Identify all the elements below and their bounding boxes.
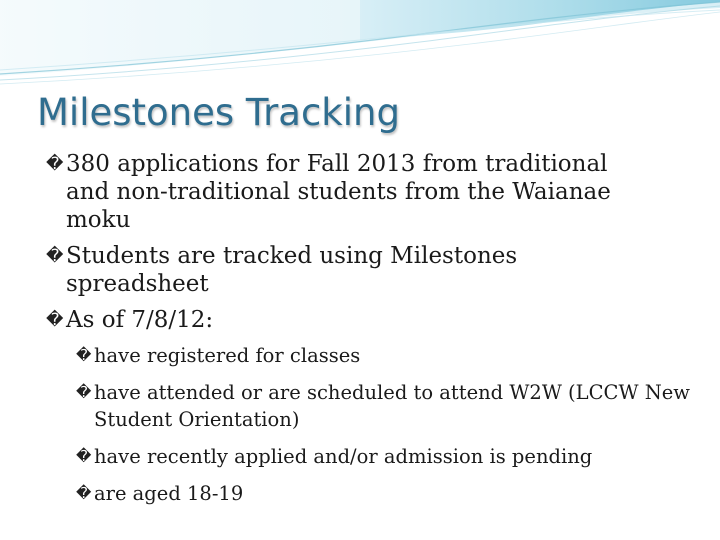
sub-bullet-item [0, 480, 690, 507]
sub-bullet-item [0, 379, 690, 433]
bullet-glyph-icon: � [76, 346, 92, 364]
bullet-text: 380 applications for Fall 2013 from traditional and non-traditional students from the Waianae moku [66, 151, 611, 233]
bullet-glyph-icon: � [76, 484, 92, 502]
sub-bullet-text: have registered for classes [94, 344, 361, 367]
slide-title: Milestones Tracking [37, 91, 400, 134]
slide-body [0, 150, 720, 507]
sub-bullet-text: are aged 18-19 [94, 482, 244, 505]
sub-bullet-text: have attended or are scheduled to attend W2W (LCCW New Student Orientation) [94, 381, 690, 431]
bullet-item [0, 306, 620, 334]
bullet-glyph-icon: � [76, 383, 92, 401]
sub-bullet-list [0, 342, 720, 507]
bullet-glyph-icon: � [46, 154, 64, 174]
wave-decoration [0, 0, 720, 90]
bullet-text: As of 7/8/12: [66, 307, 214, 333]
sub-bullet-text: have recently applied and/or admission is pending [94, 445, 593, 468]
bullet-item [0, 242, 620, 298]
bullet-glyph-icon: � [46, 246, 64, 266]
bullet-text: Students are tracked using Milestones spreadsheet [66, 243, 518, 297]
sub-bullet-item [0, 342, 690, 369]
bullet-glyph-icon: � [76, 447, 92, 465]
bullet-glyph-icon: � [46, 310, 64, 330]
bullet-item [0, 150, 620, 234]
sub-bullet-item [0, 443, 690, 470]
